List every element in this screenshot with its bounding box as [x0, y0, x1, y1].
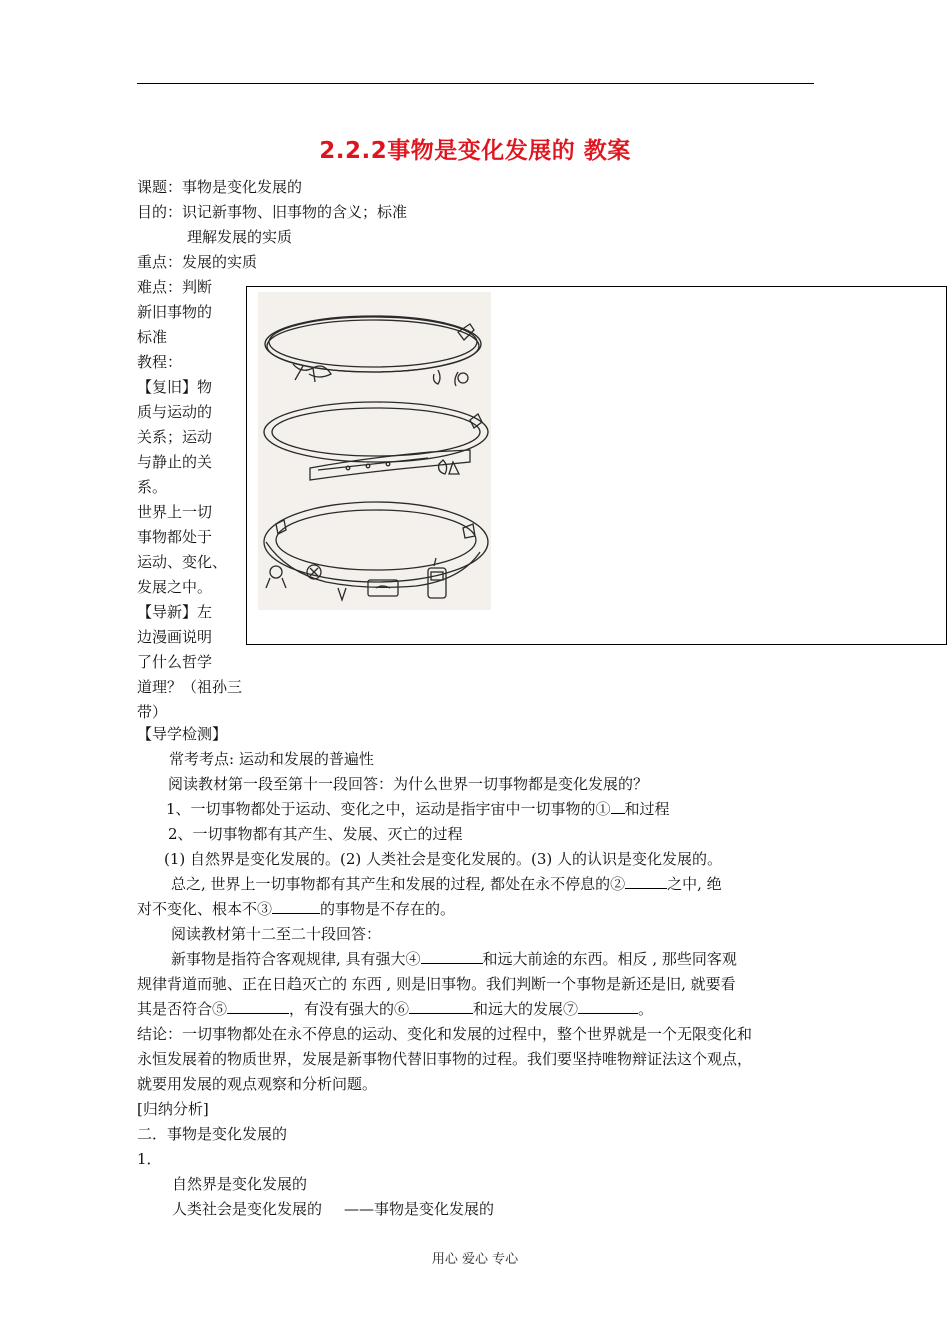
- narrow-line: 【导新】左: [137, 603, 213, 621]
- header-rule: [137, 83, 814, 84]
- narrow-line: 边漫画说明: [137, 628, 213, 646]
- summary-line-2: [137, 899, 455, 919]
- narrow-line: 难点：判断: [137, 278, 213, 296]
- answer-blank-7[interactable]: [578, 999, 638, 1014]
- answer-blank-1[interactable]: [611, 799, 625, 814]
- exam-point: 常考考点: 运动和发展的普遍性: [169, 750, 374, 768]
- belts-illustration: [258, 292, 491, 610]
- narrow-line: 系。: [137, 478, 168, 496]
- narrow-line: 发展之中。: [137, 578, 213, 596]
- page-footer: 用心 爱心 专心: [431, 1252, 519, 1267]
- narrow-line: 事物都处于: [137, 528, 213, 546]
- answer-blank-4[interactable]: [421, 949, 483, 964]
- item-1-tail: 和过程: [624, 800, 670, 818]
- society-conclusion: ——事物是变化发展的: [344, 1200, 495, 1218]
- society-text: 人类社会是变化发展的: [172, 1200, 323, 1218]
- new-text-3c: 和远大的发展⑦: [473, 1000, 579, 1018]
- narrow-line: 教程：: [137, 353, 183, 371]
- focus-line: 重点：发展的实质: [137, 253, 258, 271]
- narrow-line: 标准: [137, 328, 168, 346]
- read-instruction-1: 阅读教材第一段至第十一段回答：为什么世界一切事物都是变化发展的？: [168, 775, 649, 793]
- society-line: [172, 1199, 494, 1219]
- narrow-line: 道理？（祖孙三: [137, 678, 243, 696]
- goal-line-2: 理解发展的实质: [187, 228, 293, 246]
- answer-blank-3[interactable]: [272, 899, 320, 914]
- narrow-line: 世界上一切: [137, 503, 213, 521]
- heading-2: 二．事物是变化发展的: [137, 1125, 288, 1143]
- new-thing-line-3: [137, 999, 653, 1019]
- summary2-tail: 的事物是不存在的。: [320, 900, 456, 918]
- conclusion-line-1: 结论：一切事物都处在永不停息的运动、变化和发展的过程中，整个世界就是一个无限变化和: [137, 1025, 753, 1043]
- nature-line: 自然界是变化发展的: [172, 1175, 308, 1193]
- narrow-line: 了什么哲学: [137, 653, 213, 671]
- new-thing-line-1: [171, 949, 737, 969]
- summary-line-1: [171, 874, 722, 894]
- summary-text: 总之, 世界上一切事物都有其产生和发展的过程, 都处在永不停息的②: [171, 875, 626, 893]
- answer-blank-6[interactable]: [409, 999, 473, 1014]
- new-thing-line-2: 规律背道而驰、正在日趋灭亡的 东西 , 则是旧事物。我们判断一个事物是新还是旧, 就要看: [137, 975, 736, 993]
- conclusion-line-2: 永恒发展着的物质世界，发展是新事物代替旧事物的过程。我们要坚持唯物辩证法这个观点，: [137, 1050, 753, 1068]
- number-1: 1．: [137, 1150, 162, 1168]
- new-text-3a: 其是否符合⑤: [137, 1000, 228, 1018]
- item-3: (1) 自然界是变化发展的。(2) 人类社会是变化发展的。(3) 人的认识是变化发展的。: [164, 850, 723, 868]
- section-summary: [归纳分析]: [137, 1100, 209, 1118]
- summary-tail: 之中, 绝: [667, 875, 722, 893]
- conclusion-line-3: 就要用发展的观点观察和分析问题。: [137, 1075, 378, 1093]
- new-text-3d: 。: [638, 1000, 654, 1018]
- narrow-line: 新旧事物的: [137, 303, 213, 321]
- answer-blank-2[interactable]: [625, 874, 667, 889]
- topic-line: 课题：事物是变化发展的: [137, 178, 303, 196]
- narrow-line: 带）: [137, 703, 168, 721]
- narrow-line: 【复旧】物: [137, 378, 213, 396]
- three-belts-cartoon: [258, 292, 491, 610]
- item-1: [166, 799, 670, 819]
- new-text-1: 新事物是指符合客观规律, 具有强大④: [171, 950, 421, 968]
- section-check: 【导学检测】: [137, 725, 228, 743]
- answer-blank-5[interactable]: [227, 999, 289, 1014]
- item-1-text: 1、一切事物都处于运动、变化之中，运动是指宇宙中一切事物的①: [166, 800, 611, 818]
- new-text-1-tail: 和远大前途的东西。相反 , 那些同客观: [482, 950, 737, 968]
- new-text-3b: ，有没有强大的⑥: [289, 1000, 410, 1018]
- summary2-text: 对不变化、根本不③: [137, 900, 273, 918]
- item-2: 2、一切事物都有其产生、发展、灭亡的过程: [168, 825, 463, 843]
- narrow-line: 质与运动的: [137, 403, 213, 421]
- page-title: 2.2.2事物是变化发展的 教案: [319, 138, 631, 164]
- read-instruction-2: 阅读教材第十二至二十段回答：: [171, 925, 382, 943]
- goal-line-1: 目的：识记新事物、旧事物的含义；标准: [137, 203, 408, 221]
- narrow-line: 关系；运动: [137, 428, 213, 446]
- narrow-line: 与静止的关: [137, 453, 213, 471]
- narrow-line: 运动、变化、: [137, 553, 228, 571]
